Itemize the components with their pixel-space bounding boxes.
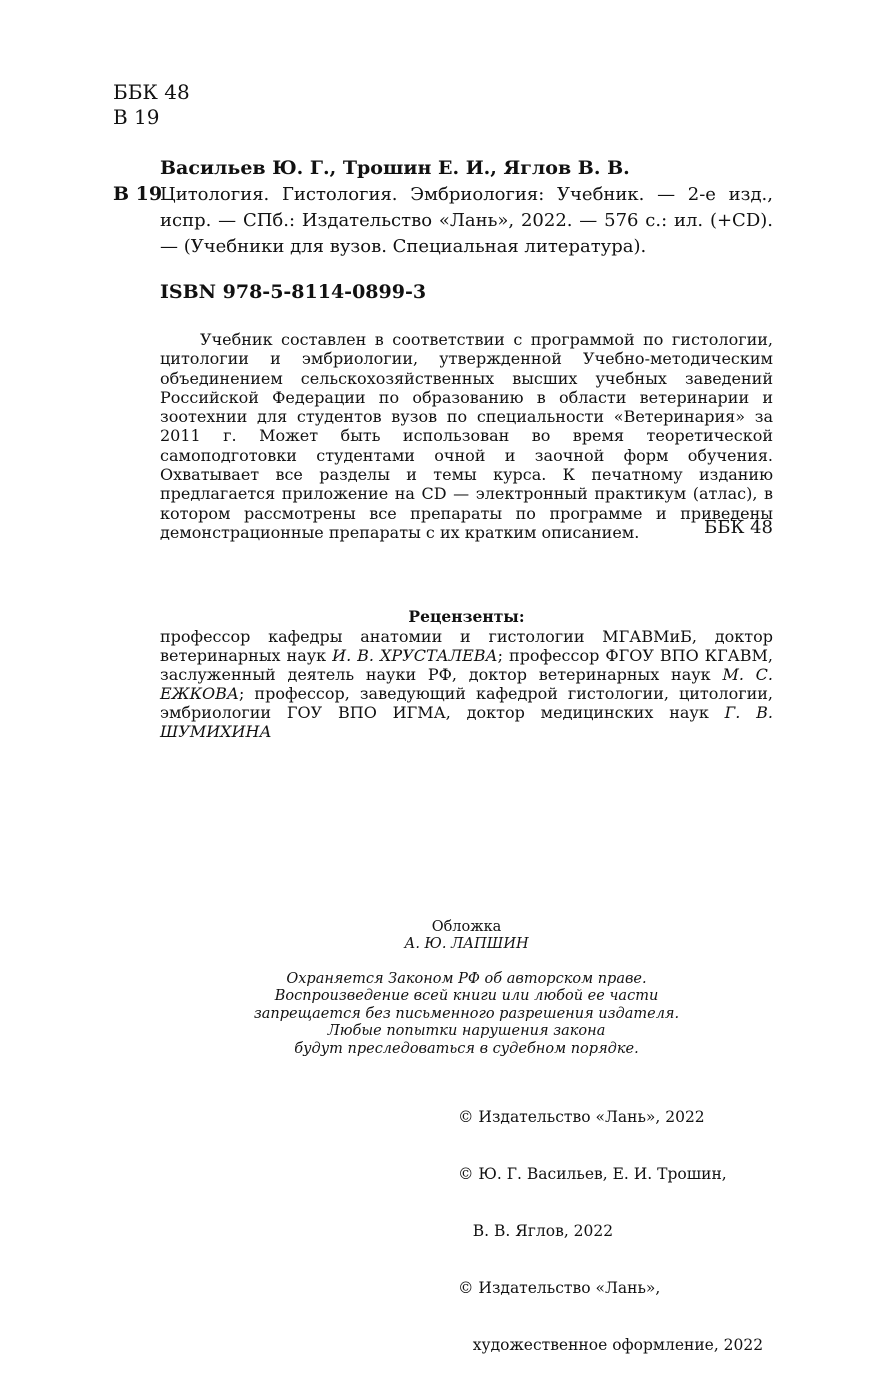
bibliographic-description: Цитология. Гистология. Эмбриология: Учебник. — 2-е изд., испр. — СПб.: Издательство «Лань», 2022. — 576 с.: ил. (+CD). — (Учебники для вузов. Специальная литература). [160,184,773,257]
reviewer-3-text: ; профессор, заведующий кафедрой гистологии, цитологии, эмбриологии ГОУ ВПО ИГМА, доктор медицинских наук [160,684,773,722]
authors: Васильев Ю. Г., Трошин Е. И., Яглов В. В. [160,157,630,179]
reviewers-title: Рецензенты: [408,607,525,626]
law-line: запрещается без письменного разрешения издателя. [253,1005,680,1022]
cover-credit [160,919,773,953]
reviewer-2-text: ; профессор ФГОУ ВПО КГАВМ, заслуженный деятель науки РФ, доктор ветеринарных наук [160,646,773,684]
bbk-code-block [113,80,190,130]
law-line: Воспроизведение всей книги или любой ее части [274,988,659,1005]
author-mark: В 19 [113,105,160,129]
reviewers-text [160,627,773,741]
reviewer-1-name: И. В. ХРУСТАЛЕВА [332,646,498,665]
copyright-line: © Издательство «Лань», 2022 [458,1108,705,1126]
copyright-line: © Ю. Г. Васильев, Е. И. Трошин, [458,1165,727,1183]
abstract: Учебник составлен в соответствии с программой по гистологии, цитологии и эмбриологии, утвержденной Учебно-методическим объединением сельскохозяйственных высших учебных заведений Российской Федерации по образованию в области ветеринарии и зоотехнии для студентов вузов по специальности «Ветеринария» за 2011 г. Может быть использован во время теоретической самоподготовки студентами очной и заочной форм обучения. Охватывает все разделы и темы курса. К печатному изданию предлагается приложение на CD — электронный практикум (атлас), в котором рассмотрены все препараты по программе и приведены демонстрационные препараты с их кратким описанием. [160,330,773,542]
copyright-block [458,1070,763,1374]
cover-designer: А. Ю. ЛАПШИН [404,936,529,952]
copyright-line: художественное оформление, 2022 [458,1336,764,1354]
isbn: ISBN 978-5-8114-0899-3 [160,281,427,303]
law-line: Любые попытки нарушения закона [327,1023,606,1040]
catalog-code: В 19 [113,183,163,205]
bbk-code-right: ББК 48 [703,517,773,538]
bbk-code: ББК 48 [113,80,190,104]
law-line: Охраняется Законом РФ об авторском праве. [286,971,647,987]
copyright-line: © Издательство «Лань», [458,1279,661,1297]
reviewer-1-text: профессор кафедры анатомии и гистологии МГАВМиБ, доктор ветеринарных наук [160,627,773,665]
reviewer-3-name: Г. В. ШУМИХИНА [160,703,773,741]
copyright-law-notice [160,971,773,1058]
law-line: будут преследоваться в судебном порядке. [294,1040,639,1057]
copyright-line: В. В. Яглов, 2022 [458,1222,614,1240]
reviewer-2-name: М. С. ЕЖКОВА [160,665,773,703]
cover-label: Обложка [431,919,502,935]
